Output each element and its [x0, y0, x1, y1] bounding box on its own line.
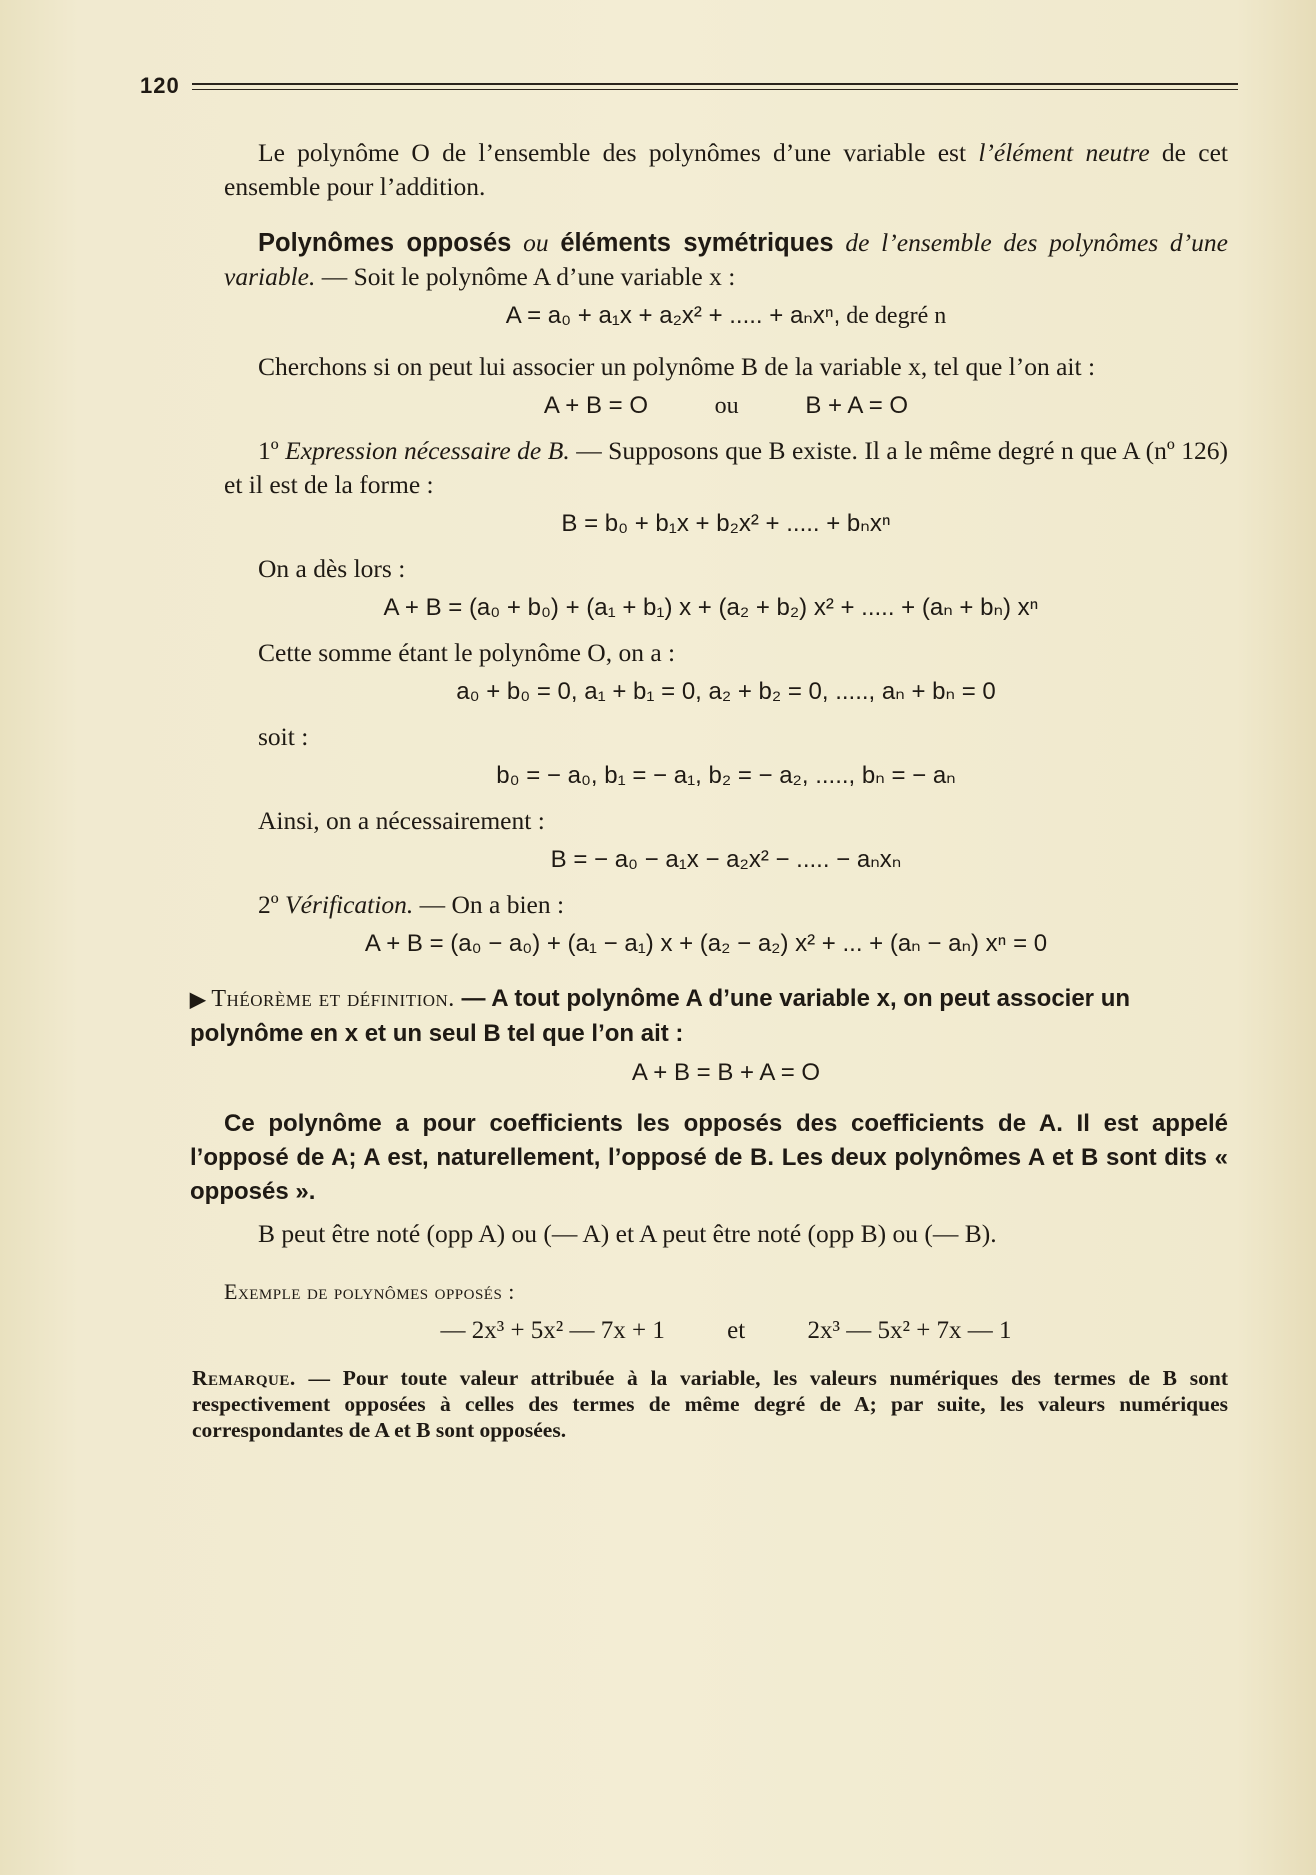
theorem-arrow-icon: ▶ [190, 989, 206, 1011]
example-polynomials [224, 1315, 1228, 1347]
eq1-suffix: de degré n [840, 303, 947, 329]
paragraph-neutral-element [224, 136, 1228, 204]
equation-b-polynomial: B = b₀ + b₁x + b₂x² + ..... + bₙxⁿ [561, 510, 891, 537]
paragraph-opposite-polynomials [224, 226, 1228, 294]
p4-italic: Expression nécessaire de B. [285, 436, 570, 465]
paragraph-expression [224, 434, 1228, 502]
paragraph-somme: Cette somme étant le polynôme O, on a : [258, 638, 676, 667]
paragraph-notation: B peut être noté (opp A) ou (— A) et A peut être noté (opp B) ou (— B). [258, 1219, 997, 1248]
p1-text: Le polynôme O de l’ensemble des polynômes d’une variable est [258, 138, 979, 167]
p1-rest: de cet ensemble pour l’addition. [224, 138, 1228, 201]
p4-num: 1º [258, 436, 286, 465]
page-header [140, 74, 1238, 98]
p9-num: 2º [258, 890, 286, 919]
p2-ou: ou [511, 228, 561, 257]
equation-sum-zero [224, 390, 1228, 422]
theorem-text: — A tout polynôme A d’une variable x, on peut associer un polynôme en x et un seul B tel que l’on ait : [190, 985, 1131, 1047]
remark [192, 1365, 1228, 1443]
p2-bold: Polynômes opposés [258, 229, 512, 257]
equation-b-result: B = − a₀ − a₁x − a₂x² − ..... − aₙxₙ [550, 846, 902, 873]
eq1-formula: A = a₀ + a₁x + a₂x² + ..... + aₙxⁿ, [505, 302, 841, 329]
theorem-body: Ce polynôme a pour coefficients les opposés des coefficients de A. Il est appelé l’opposé de A; A est, naturellement, l’opposé de B. Les deux polynômes A et B sont dits « opposés ». [190, 1110, 1228, 1205]
p1-italic: l’élément neutre [978, 138, 1150, 167]
theorem-formula: A + B = B + A = O [631, 1059, 821, 1086]
paragraph-des-lors: On a dès lors : [258, 554, 406, 583]
page-content [190, 136, 1229, 1443]
eq2-left: A + B = O [543, 392, 648, 419]
page-number: 120 [140, 73, 180, 98]
p4-rest: — Supposons que B existe. Il a le même degré n que A (nº 126) et il est de la forme : [224, 436, 1229, 499]
paragraph-verification [224, 888, 1228, 922]
p2-bold2: éléments symétriques [560, 229, 834, 257]
equation-coefficients-sum: a₀ + b₀ = 0, a₁ + b₁ = 0, a₂ + b₂ = 0, ....., aₙ + bₙ = 0 [456, 678, 996, 705]
theorem-lead: Théorème et définition. [211, 986, 455, 1012]
remark-label: Remarque. [192, 1366, 296, 1390]
p9-rest: — On a bien : [413, 890, 565, 919]
example-mid: et [727, 1317, 746, 1344]
p2-rest: — Soit le polynôme A d’une variable x : [315, 262, 736, 291]
eq2-right: B + A = O [805, 392, 909, 419]
example-left: — 2x³ + 5x² — 7x + 1 [440, 1317, 665, 1344]
equation-a-plus-b: A + B = (a₀ + b₀) + (a₁ + b₁) x + (a₂ + b₂) x² + ..... + (aₙ + bₙ) xⁿ [383, 594, 1039, 621]
remark-text: — Pour toute valeur attribuée à la variable, les valeurs numériques des termes de B sont respectivement opposées à celles des termes de même degré de A; par suite, les valeurs numériques correspondantes de A et B sont opposées. [192, 1366, 1228, 1442]
equation-verification: A + B = (a₀ − a₀) + (a₁ − a₁) x + (a₂ − a₂) x² + ... + (aₙ − aₙ) xⁿ = 0 [364, 930, 1048, 957]
paragraph-ainsi: Ainsi, on a nécessairement : [258, 806, 545, 835]
equation-a-polynomial [224, 300, 1228, 332]
example-label [224, 1275, 1228, 1309]
eq2-mid: ou [714, 393, 739, 419]
p9-italic: Vérification. [285, 890, 414, 919]
paragraph-search: Cherchons si on peut lui associer un polynôme B de la variable x, tel que l’on ait : [258, 352, 1096, 381]
header-rule [192, 83, 1238, 90]
example-right: 2x³ — 5x² + 7x — 1 [807, 1317, 1012, 1344]
p2-italic: de l’ensemble des polynômes d’une variable. [224, 228, 1228, 291]
equation-b-coefficients: b₀ = − a₀, b₁ = − a₁, b₂ = − a₂, ....., bₙ = − aₙ [496, 762, 956, 789]
paragraph-soit: soit : [258, 722, 309, 751]
theorem-statement [190, 982, 1228, 1051]
example-label-text: Exemple de polynômes opposés : [224, 1279, 515, 1304]
